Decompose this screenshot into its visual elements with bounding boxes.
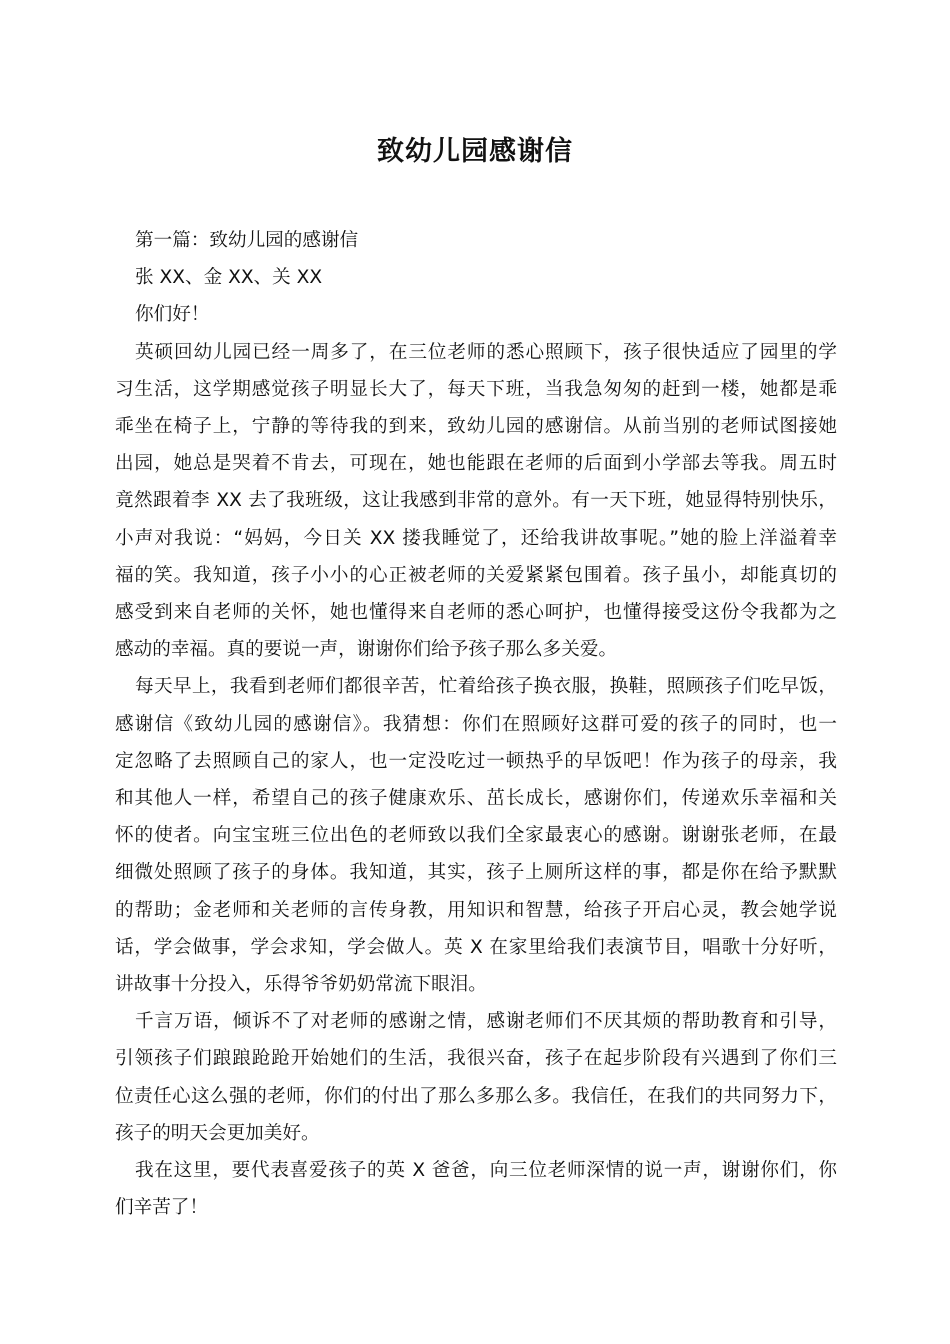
paragraph-2-line: 定忽略了去照顾自己的家人，也一定没吃过一顿热乎的早饭吧！作为孩子的母亲，我: [115, 750, 837, 772]
paragraph-1-line: 小声对我说：“妈妈，今日关 XX 搂我睡觉了，还给我讲故事呢。”她的脸上洋溢着幸: [115, 527, 837, 549]
paragraph-3-line: 引领孩子们踉踉跄跄开始她们的生活，我很兴奋，孩子在起步阶段有兴遇到了你们三: [115, 1048, 837, 1070]
paragraph-2-line: 的帮助；金老师和关老师的言传身教，用知识和智慧，给孩子开启心灵，教会她学说: [115, 899, 837, 921]
paragraph-1-line: 感受到来自老师的关怀，她也懂得来自老师的悉心呵护，也懂得接受这份令我都为之: [115, 602, 837, 624]
paragraph-1-line: 乖坐在椅子上，宁静的等待我的到来，致幼儿园的感谢信。从前当别的老师试图接她: [115, 416, 837, 438]
paragraph-2-line: 细微处照顾了孩子的身体。我知道，其实，孩子上厕所这样的事，都是你在给予默默: [115, 862, 837, 884]
document-title: 致幼儿园感谢信: [377, 136, 573, 167]
paragraph-4-line: 我在这里，要代表喜爱孩子的英 X 爸爸，向三位老师深情的说一声，谢谢你们，你: [135, 1160, 837, 1182]
greeting-line: 你们好！: [135, 304, 210, 326]
paragraph-1-line: 英硕回幼儿园已经一周多了，在三位老师的悉心照顾下，孩子很快适应了园里的学: [135, 341, 837, 363]
paragraph-2-line: 感谢信《致幼儿园的感谢信》。我猜想：你们在照顾好这群可爱的孩子的同时，也一: [115, 713, 837, 735]
paragraph-1-line: 竟然跟着李 XX 去了我班级，这让我感到非常的意外。有一天下班，她显得特别快乐，: [115, 490, 837, 512]
paragraph-2-line: 每天早上，我看到老师们都很辛苦，忙着给孩子换衣服，换鞋，照顾孩子们吃早饭，: [135, 676, 837, 698]
paragraph-3-line: 孩子的明天会更加美好。: [115, 1122, 320, 1144]
recipients-line: 张 XX、金 XX、关 XX: [135, 267, 323, 289]
paragraph-1-line: 出园，她总是哭着不肯去，可现在，她也能跟在老师的后面到小学部去等我。周五时: [115, 453, 837, 475]
paragraph-1-line: 感动的幸福。真的要说一声，谢谢你们给予孩子那么多关爱。: [115, 639, 618, 661]
section-heading: 第一篇：致幼儿园的感谢信: [135, 230, 359, 251]
paragraph-3-line: 位责任心这么强的老师，你们的付出了那么多那么多。我信任，在我们的共同努力下，: [115, 1085, 837, 1107]
document-body: [115, 222, 837, 1226]
paragraph-1-line: 习生活，这学期感觉孩子明显长大了，每天下班，当我急匆匆的赶到一楼，她都是乖: [115, 378, 837, 400]
paragraph-2-line: 和其他人一样，希望自己的孩子健康欢乐、茁长成长，感谢你们，传递欢乐幸福和关: [115, 788, 837, 810]
paragraph-2-line: 讲故事十分投入，乐得爷爷奶奶常流下眼泪。: [115, 974, 487, 996]
paragraph-4-line: 们辛苦了！: [115, 1197, 208, 1219]
paragraph-2-line: 话，学会做事，学会求知，学会做人。英 X 在家里给我们表演节目，唱歌十分好听，: [115, 936, 837, 958]
paragraph-3-line: 千言万语，倾诉不了对老师的感谢之情，感谢老师们不厌其烦的帮助教育和引导，: [135, 1011, 837, 1033]
paragraph-1-line: 福的笑。我知道，孩子小小的心正被老师的关爱紧紧包围着。孩子虽小，却能真切的: [115, 564, 837, 586]
paragraph-2-line: 怀的使者。向宝宝班三位出色的老师致以我们全家最衷心的感谢。谢谢张老师，在最: [115, 825, 837, 847]
